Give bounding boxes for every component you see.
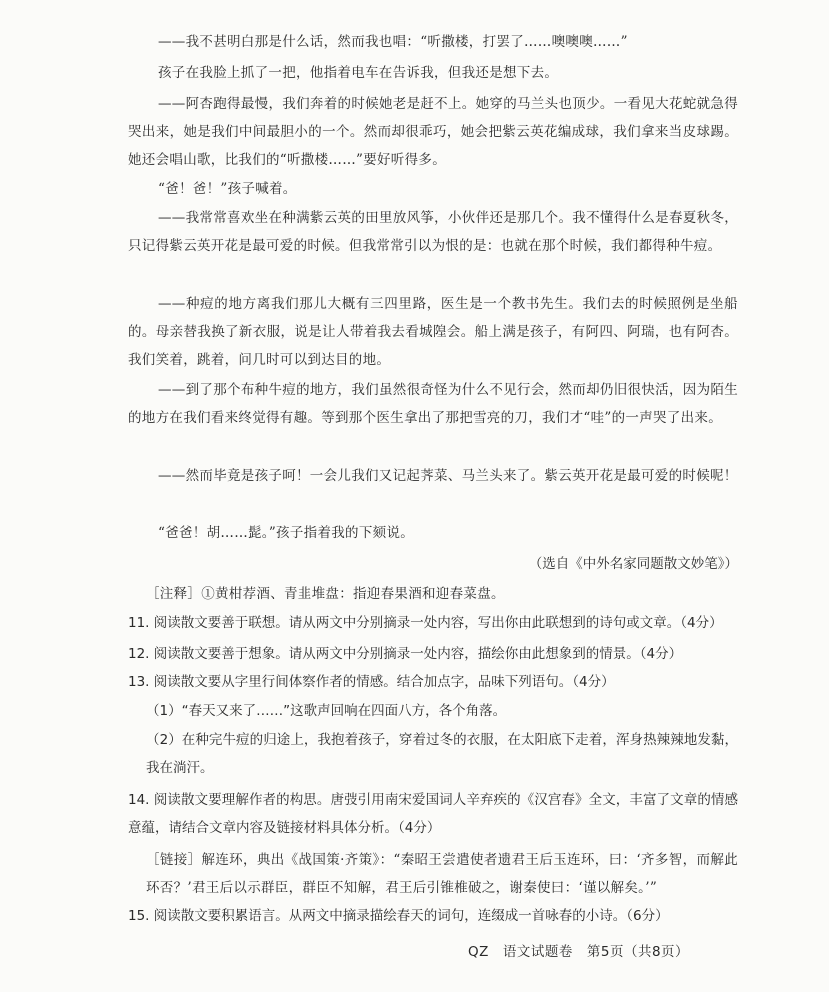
passage-paragraph: ——到了那个布种牛痘的地方，我们虽然很奇怪为什么不见行会，然而却仍旧很快活，因为陌生的地方在我们看来终觉得有趣。等到那个医生拿出了那把雪亮的刀，我们才“哇”的一声哭了出来。 bbox=[128, 382, 738, 426]
question-14-link: ［链接］解连环，典出《战国策·齐策》：“秦昭王尝遣使者遗君王后玉连环，曰：‘齐多智，而解此环否？’君王后以示群臣，群臣不知解，君王后引锥椎破之，谢秦使曰：‘谨以解矣。’” bbox=[146, 852, 738, 896]
question-13: 13. 阅读散文要从字里行间体察作者的情感。结合加点字，品味下列语句。（4分） bbox=[128, 674, 615, 690]
question-13-part-1: （1）“春天又来了……”这歌声回响在四面八方，各个角落。 bbox=[146, 703, 507, 719]
passage-paragraph: ——我常常喜欢坐在种满紫云英的田里放风筝，小伙伴还是那几个。我不懂得什么是春夏秋冬，只记得紫云英开花是最可爱的时候。但我常常引以为恨的是：也就在那个时候，我们都得种牛痘。 bbox=[128, 210, 738, 254]
question-12: 12. 阅读散文要善于想象。请从两文中分别摘录一处内容，描绘你由此想象到的情景。（4分） bbox=[128, 646, 683, 662]
passage-paragraph: 孩子在我脸上抓了一把，他指着电车在告诉我，但我还是想下去。 bbox=[158, 65, 559, 81]
annotation-note: ［注释］①黄柑荐酒、青韭堆盘：指迎春果酒和迎春菜盘。 bbox=[146, 586, 505, 602]
passage-paragraph: “爸爸！胡……髭。”孩子指着我的下颏说。 bbox=[158, 525, 415, 541]
question-14: 14. 阅读散文要理解作者的构思。唐弢引用南宋爱国词人辛弃疾的《汉宫春》全文，丰富了文章的情感意蕴，请结合文章内容及链接材料具体分析。（4分） bbox=[128, 792, 738, 836]
passage-paragraph: ——阿杏跑得最慢，我们奔着的时候她老是赶不上。她穿的马兰头也顶少。一看见大花蛇就急得哭出来，她是我们中间最胆小的一个。然而却很乖巧，她会把紫云英花编成球，我们拿来当皮球踢。她还会唱山歌，比我们的“听撒楼……”要好听得多。 bbox=[128, 96, 738, 168]
question-11: 11. 阅读散文要善于联想。请从两文中分别摘录一处内容，写出你由此联想到的诗句或文章。（4分） bbox=[128, 615, 723, 631]
passage-source: （选自《中外名家同题散文妙笔》） bbox=[528, 556, 738, 572]
passage-paragraph: ——我不甚明白那是什么话，然而我也唱：“听撒楼，打罢了……噢噢噢……” bbox=[158, 34, 628, 50]
passage-paragraph: “爸！爸！”孩子喊着。 bbox=[158, 181, 297, 197]
question-15: 15. 阅读散文要积累语言。从两文中摘录描绘春天的词句，连缀成一首咏春的小诗。（6分） bbox=[128, 908, 669, 924]
question-13-part-2: （2）在种完牛痘的归途上，我抱着孩子，穿着过冬的衣服，在太阳底下走着，浑身热辣辣地发黏，我在淌汗。 bbox=[146, 732, 738, 776]
passage-paragraph: ——然而毕竟是孩子呵！一会儿我们又记起荠菜、马兰头来了。紫云英开花是最可爱的时候呢！ bbox=[158, 468, 738, 484]
passage-paragraph: ——种痘的地方离我们那儿大概有三四里路，医生是一个教书先生。我们去的时候照例是坐船的。母亲替我换了新衣服，说是让人带着我去看城隍会。船上满是孩子，有阿四、阿瑞，也有阿杏。我们笑着，跳着，问几时可以到达目的地。 bbox=[128, 296, 738, 368]
page-footer: QZ 语文试题卷 第5页（共8页） bbox=[468, 944, 690, 960]
